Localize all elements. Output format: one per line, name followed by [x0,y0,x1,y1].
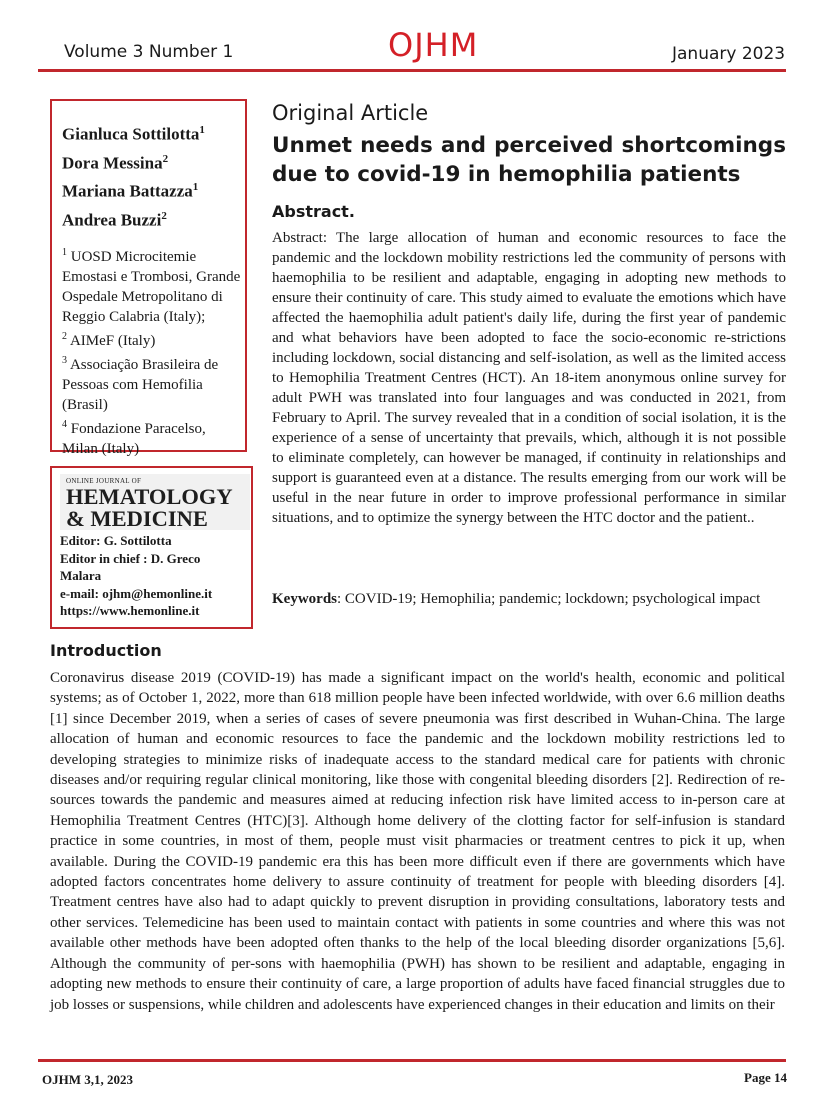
author-name: Dora Messina$^2$ [62,152,169,173]
volume-label: Volume 3 Number 1 [64,42,234,62]
editor-in-chief: Editor in chief : D. Greco [60,550,201,566]
journal-logo: ONLINE JOURNAL OF HEMATOLOGY & MEDICINE [60,474,250,530]
affiliation: $^3$ Associação Brasileira de Pessoas com Hemofilia (Brasil) [62,354,219,413]
keywords-list: : COVID-19; Hemophilia; pandemic; lockdown; psychological impact [337,591,761,607]
journal-title: OJHM [388,26,479,64]
keywords-label: Keywords [272,591,337,607]
author-name: Andrea Buzzi$^2$ [62,209,167,230]
introduction-heading: Introduction [50,641,162,660]
website-link[interactable]: https://www.hemonline.it [60,603,200,618]
article-title: Unmet needs and perceived shortcomings due to covid-19 in hemophilia patients [272,133,786,187]
editorial-info [60,532,212,620]
author-name: Gianluca Sottilotta$^1$ [62,124,205,144]
abstract-heading: Abstract. [272,202,355,221]
article-type: Original Article [272,101,429,125]
editor: Editor: G. Sottilotta [60,533,172,548]
abstract-text: Abstract: The large allocation of human and economic resources to face the pandemic and the lockdown mobility restrictions led the community of persons with haemophilia to be resilient and adaptable, engaging in adopting new methods to ensure their continuity of care. This study aimed to evaluate the emotions which have affected the haemophilia adult patient's daily life, during the first year of pandemic and what behaviors have been adopted to face the socio-economic re-strictions including lockdown, social distancing and self-isolation, as well as the limited access to Hemophilia Treatment Centres (HCT). An 18-item anonymous online survey for adult PWH was translated into four languages and was conducted in 2021, from February to April. The survey revealed that in a condition of social isolation, it is the experience of a sense of uncertainty that prevails, which, although it is not possible to eliminate completely, can however be managed, if continuity in relationships and support is guaranteed even at a distance. The results emerging from our work will be useful in the near future in order to improve professional performance in similar situations, and to optimize the synergy between the HTC doctor and the patient.. [272,230,786,526]
footer-citation: OJHM 3,1, 2023 [42,1072,133,1087]
issue-date: January 2023 [672,44,786,64]
affiliation: $^1$ UOSD Microcitemie Emostasi e Trombosi, Grande Ospedale Metropolitano di Reggio Calabria (Italy); [62,246,241,325]
introduction-text: Coronavirus disease 2019 (COVID-19) has made a significant impact on the world's health, economic and political systems; as of October 1, 2022, more than 618 million people have been infected worldwide, with over 6.6 million deaths [1] since December 2019, when a series of cases of severe pneumonia was first described in Wuhan-China. The large allocation of human and economic resources to face the pandemic and the lockdown mobility restrictions led to developing strategies to minimize risks of inadequate access to the standard medical care for patients with chronic diseases and/or requiring regular clinical monitoring, like those with congenital bleeding disorders [2]. Redirection of re-sources towards the pandemic and measures aimed at reducing infection risk have limited access to in-person care at Hemophilia Treatment Centres (HTC)[3]. Although home delivery of the clotting factor for self-infusion is standard practice in some countries, in most of them, people must visit pharmacies or treatment centres to pick it up, when available. During the COVID-19 pandemic era this has been more difficult even if there are governments which have adopted factors concentrates home delivery to assure continuity of treatment for people with bleeding disorders [4]. Treatment centres have also had to adapt quickly to prevent disruption in providing consultations, laboratory tests and other services. Telemedicine has been used to maintain contact with patients in some countries and where this was not available other methods have been adopted often thanks to the help of the local bleeding disorder organizations [5,6]. Although the community of per-sons with haemophilia (PWH) has shown to be resilient and adaptable, engaging in adopting new methods to ensure their continuity of care, a large proportion of adults have faced financial struggles due to job losses or suspensions, while children and adolescents have experienced changes in their education and limits on their [50,670,785,1013]
keywords [272,589,786,609]
affiliations-list [62,243,245,459]
affiliation: $^4$ Fondazione Paracelso, Milan (Italy) [62,418,206,457]
author-box [50,99,247,457]
header-divider [38,69,786,72]
email-link[interactable]: e-mail: ojhm@hemonline.it [60,585,213,601]
journal-info-box [50,466,253,629]
editor-in-chief-cont: Malara [60,568,102,583]
affiliation: $^2$ AIMeF (Italy) [62,330,156,349]
page-number: Page 14 [744,1070,787,1085]
author-name: Mariana Battazza$^1$ [62,181,199,201]
footer-divider [38,1059,786,1062]
